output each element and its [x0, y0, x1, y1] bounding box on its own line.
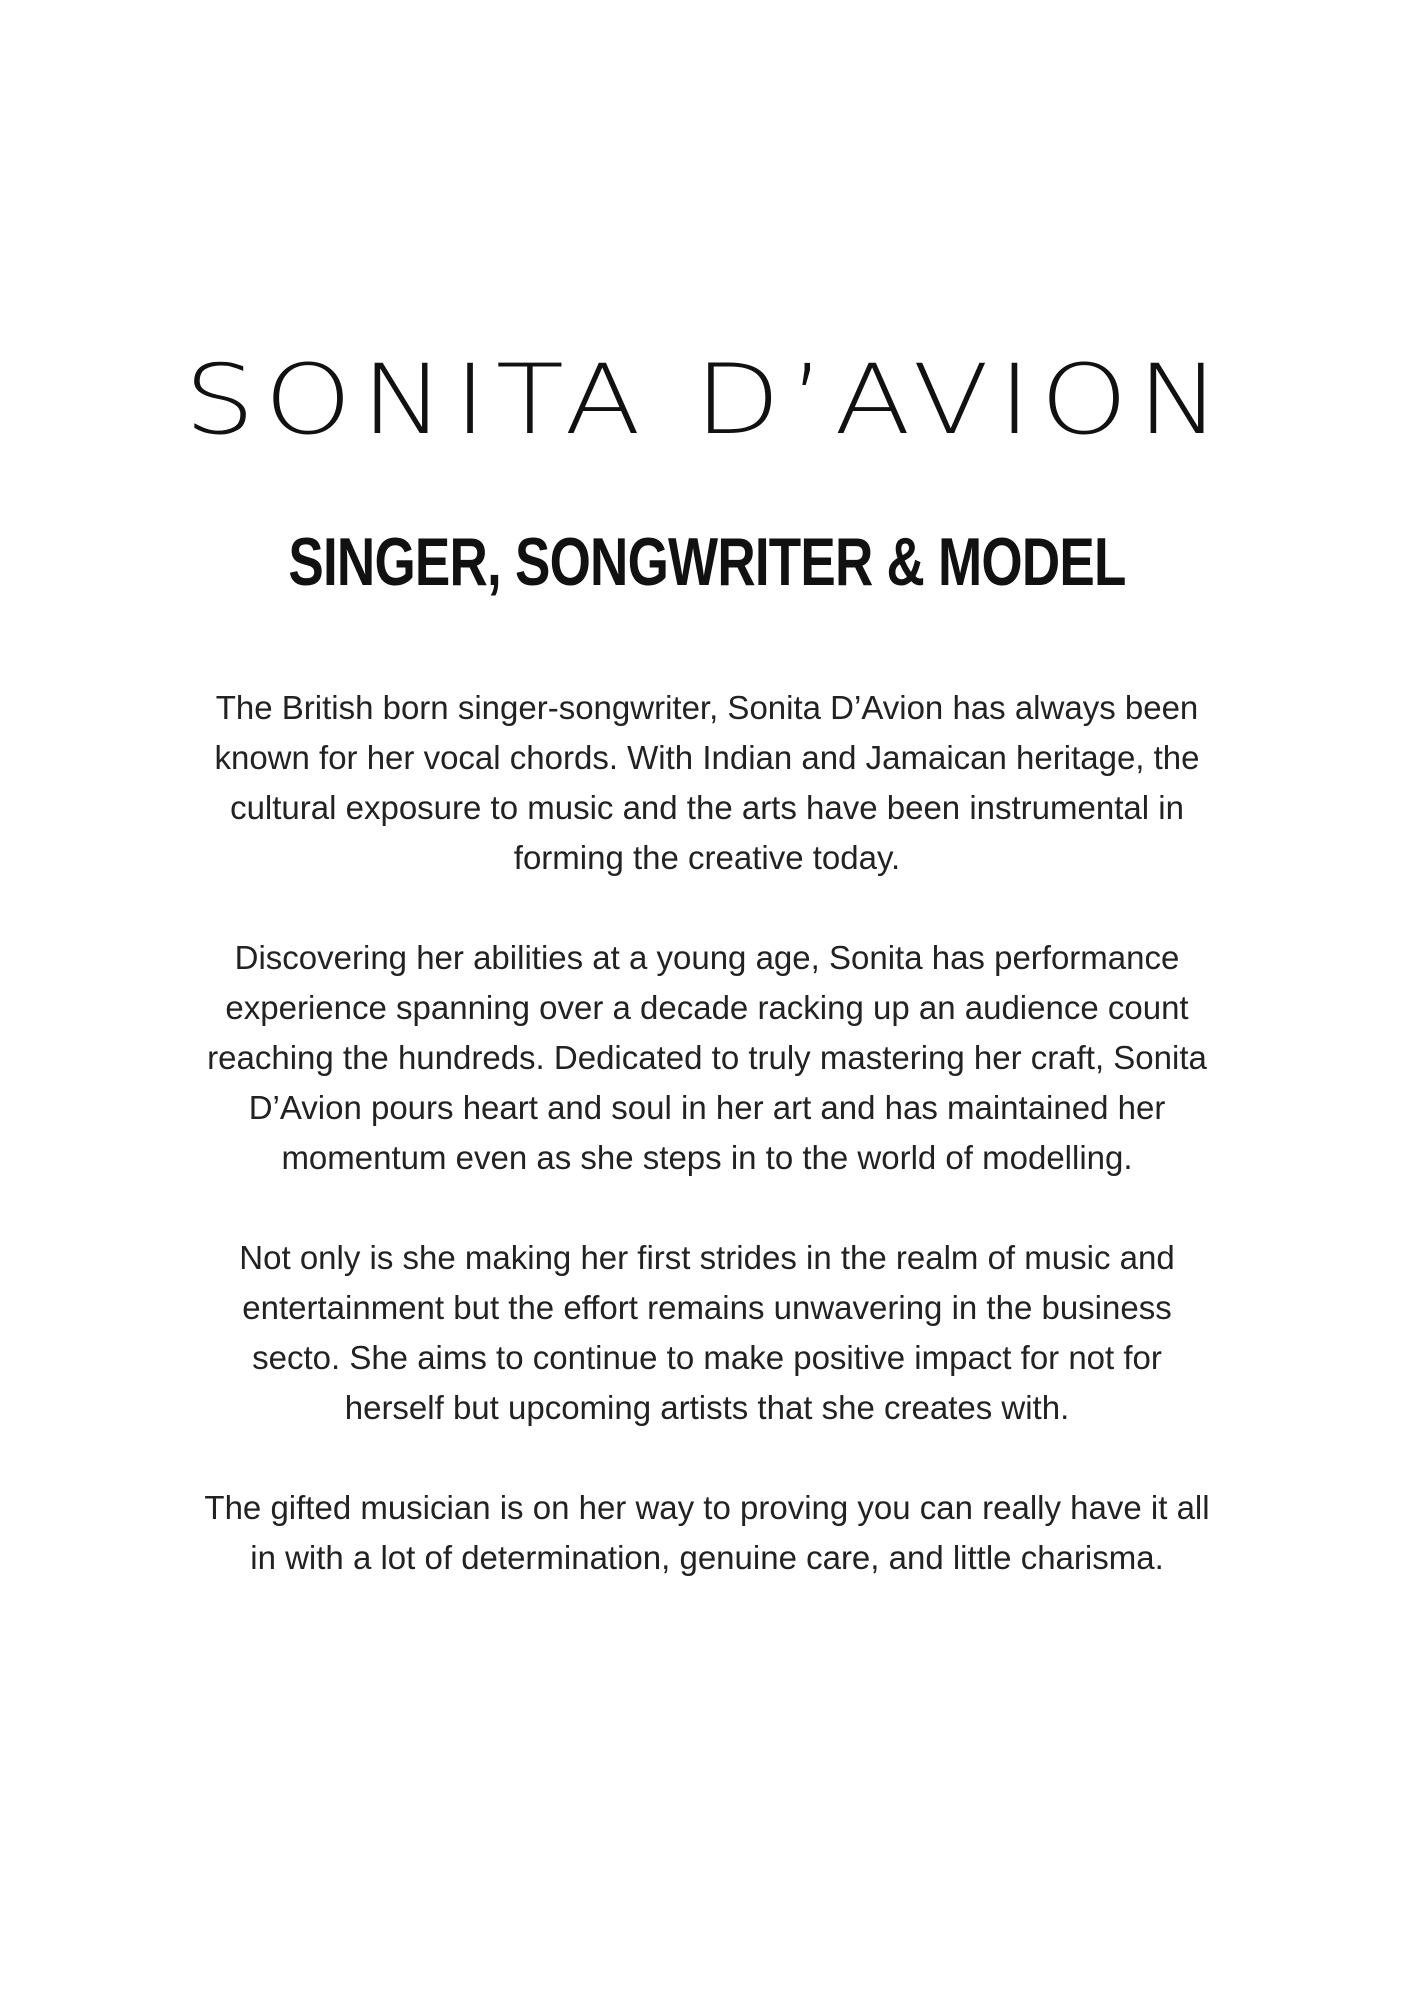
bio-paragraph-1: The British born singer-songwriter, Sonita D’Avion has always been known for her vocal chords. With Indian and Jamaican heritage, the cultural exposure to music and the arts have been instrumental in forming the creative today.: [214, 689, 1200, 876]
artist-name-title: SONITA D’AVION: [184, 344, 1230, 456]
bio-text-block: [157, 683, 1257, 1583]
bio-paragraph-2: Discovering her abilities at a young age, Sonita has performance experience spanning over a decade racking up an audience count reaching the hundreds. Dedicated to truly mastering her craft, Sonita D’Avion pours heart and soul in her art and has maintained her momentum even as she steps in to the world of modelling.: [207, 939, 1207, 1176]
artist-role-subtitle: SINGER, SONGWRITER & MODEL: [288, 524, 1126, 600]
bio-paragraph-3: Not only is she making her first strides in the realm of music and entertainment but the effort remains unwavering in the business secto. She aims to continue to make positive impact for not for herself but upcoming artists that she creates with.: [239, 1239, 1175, 1426]
bio-paragraph-4: The gifted musician is on her way to proving you can really have it all in with a lot of determination, genuine care, and little charisma.: [204, 1489, 1210, 1576]
